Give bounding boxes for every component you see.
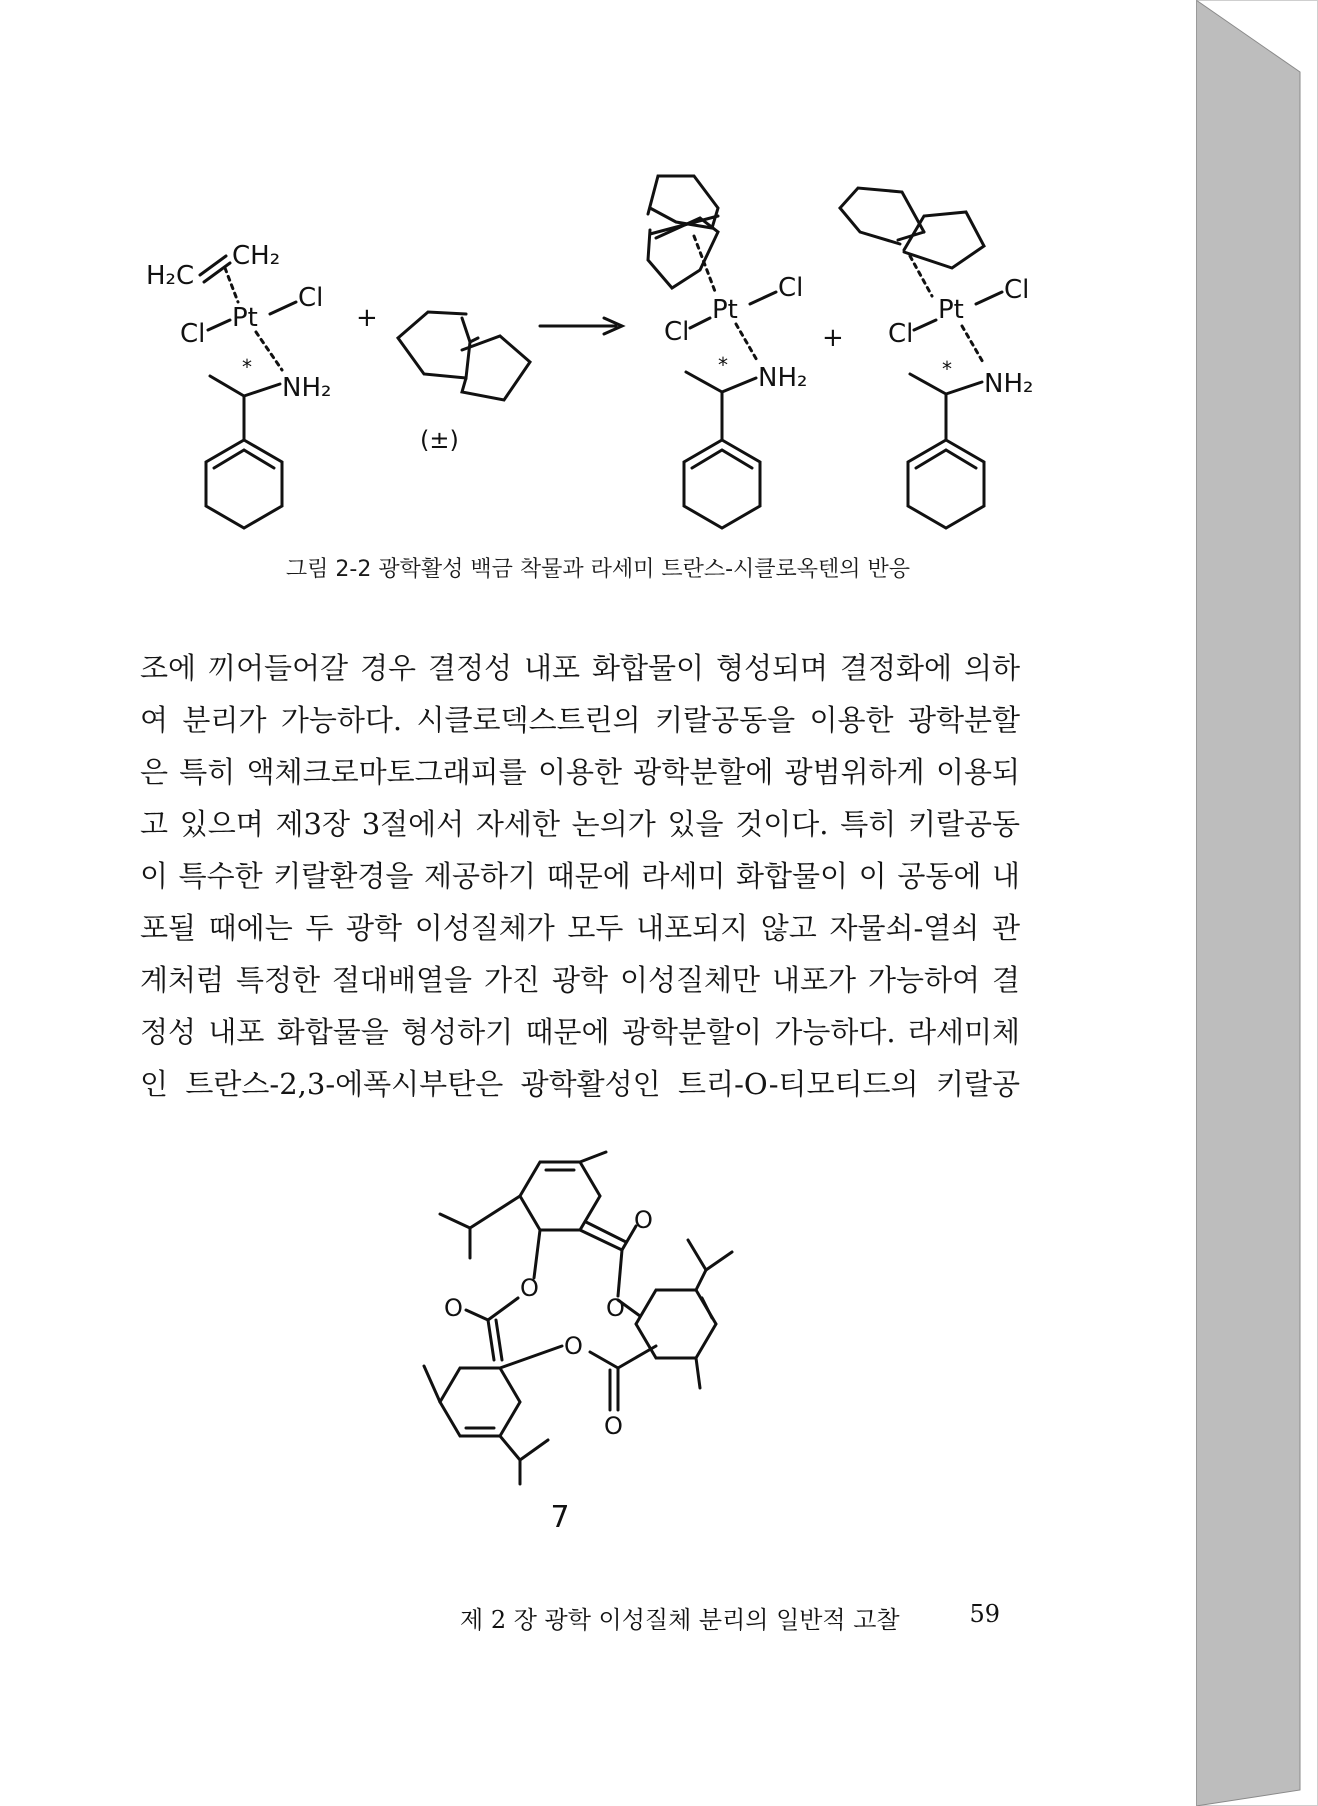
text-line: 정성 내포 화합물을 형성하기 때문에 광학분할이 가능하다. 라세미체 [140,1015,1020,1049]
svg-text:Cl: Cl [888,319,914,349]
svg-text:Cl: Cl [664,317,690,347]
svg-text:O: O [634,1206,653,1234]
svg-text:+: + [356,303,378,333]
svg-text:*: * [942,357,952,381]
svg-text:O: O [604,1412,623,1440]
text-line: 은 특히 액체크로마토그래피를 이용한 광학분할에 광범위하게 이용되 [140,755,1020,789]
svg-text:*: * [242,355,252,379]
text-line: 여 분리가 가능하다. 시클로덱스트린의 키랄공동을 이용한 광학분할 [140,703,1020,737]
svg-text:(±): (±) [420,426,459,454]
product-complex-2 [840,188,1033,528]
pt-ethylene-complex [146,241,331,528]
text-line: 인 트란스-2,3-에폭시부탄은 광학활성인 트리-O-티모티드의 키랄공 [140,1067,1020,1101]
text-line: 계처럼 특정한 절대배열을 가진 광학 이성질체만 내포가 가능하여 결 [140,963,1020,997]
trans-cyclooctene [398,312,530,400]
svg-text:O: O [606,1294,625,1322]
svg-text:NH₂: NH₂ [984,369,1034,399]
product-complex-1 [648,176,807,528]
text-line: 포될 때에는 두 광학 이성질체가 모두 내포되지 않고 자물쇠-열쇠 관 [140,911,1020,945]
chapter-title: 제 2 장 광학 이성질체 분리의 일반적 고찰 [460,1606,900,1634]
svg-text:O: O [444,1294,463,1322]
reaction-figure [0,0,1196,540]
svg-text:NH₂: NH₂ [282,373,332,403]
svg-text:Cl: Cl [778,273,804,303]
svg-text:Cl: Cl [1004,275,1030,305]
svg-text:Cl: Cl [180,319,206,349]
svg-text:+: + [822,323,844,353]
svg-text:Pt: Pt [938,295,964,325]
text-line: 조에 끼어들어갈 경우 결정성 내포 화합물이 형성되며 결정화에 의하 [140,651,1020,685]
compound-number: 7 [550,1500,570,1535]
svg-text:Pt: Pt [712,295,738,325]
tri-o-thymotide-structure [0,1120,1196,1520]
svg-text:Pt: Pt [232,303,258,333]
body-paragraph [140,642,1020,1110]
svg-text:NH₂: NH₂ [758,363,808,393]
text-line: 고 있으며 제3장 3절에서 자세한 논의가 있을 것이다. 특히 키랄공동 [140,807,1020,841]
running-footer [460,1600,1000,1635]
page-number: 59 [969,1600,1000,1628]
svg-text:Cl: Cl [298,283,324,313]
svg-text:*: * [718,353,728,377]
svg-text:O: O [564,1332,583,1360]
svg-text:O: O [520,1274,539,1302]
svg-text:CH₂: CH₂ [232,241,281,271]
figure-caption: 그림 2-2 광학활성 백금 착물과 라세미 트란스-시클로옥텐의 반응 [285,557,911,582]
text-line: 이 특수한 키랄환경을 제공하기 때문에 라세미 화합물이 이 공동에 내 [140,859,1020,893]
svg-text:H₂C: H₂C [146,261,195,291]
